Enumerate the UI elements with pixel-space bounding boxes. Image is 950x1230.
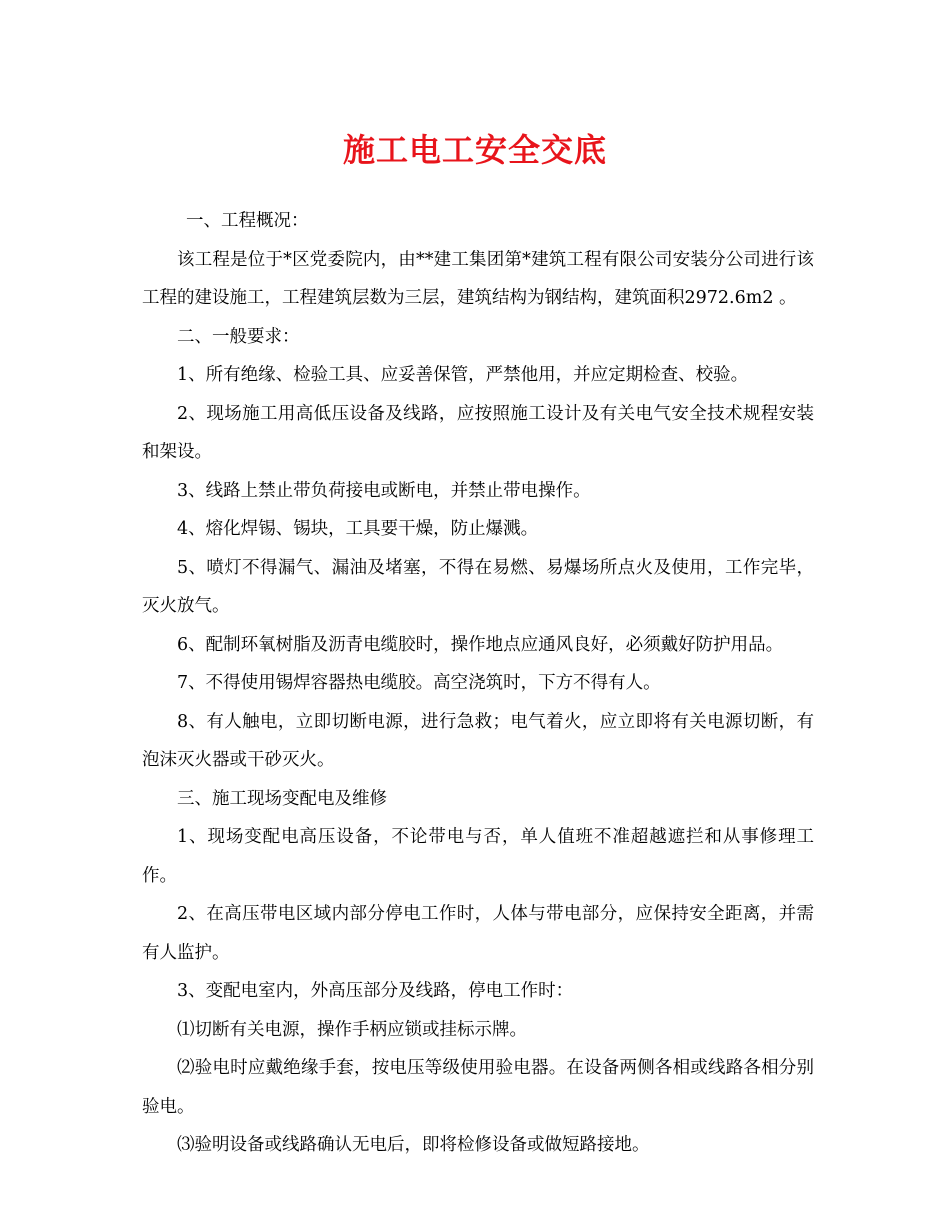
list-item-general-4: 4、熔化焊锡、锡块，工具要干燥，防止爆溅。 [177, 519, 539, 539]
section-heading-overview: 一、工程概况： [186, 211, 309, 231]
list-item-general-1: 1、所有绝缘、检验工具、应妥善保管，严禁他用，并应定期检查、校验。 [177, 365, 749, 385]
list-item-substation-3: 3、变配电室内，外高压部分及线路，停电工作时： [177, 981, 574, 1001]
section-heading-general: 二、一般要求： [177, 326, 300, 347]
section-heading-substation: 三、施工现场变配电及维修 [177, 788, 387, 809]
sub-item-2: ⑵验电时应戴绝缘手套，按电压等级使用验电器。在设备两侧各相或线路各相分别验电。 [142, 1058, 814, 1117]
list-item-general-5: 5、喷灯不得漏气、漏油及堵塞，不得在易燃、易爆场所点火及使用，工作完毕，灭火放气。 [142, 557, 814, 616]
list-item-general-7: 7、不得使用锡焊容器热电缆胶。高空浇筑时，下方不得有人。 [177, 673, 661, 693]
list-item-substation-2: 2、在高压带电区域内部分停电工作时，人体与带电部分，应保持安全距离，并需有人监护。 [142, 904, 814, 963]
list-item-general-2: 2、现场施工用高低压设备及线路，应按照施工设计及有关电气安全技术规程安装和架设。 [142, 403, 814, 462]
paragraph-overview: 该工程是位于*区党委院内，由**建工集团第*建筑工程有限公司安装分公司进行该工程的建设施工，工程建筑层数为三层，建筑结构为钢结构，建筑面积2972.6m2 。 [142, 249, 814, 308]
sub-item-1: ⑴切断有关电源，操作手柄应锁或挂标示牌。 [177, 1019, 527, 1040]
document-body [142, 202, 814, 1165]
sub-item-3: ⑶验明设备或线路确认无电后，即将检修设备或做短路接地。 [177, 1135, 650, 1155]
list-item-general-8: 8、有人触电，立即切断电源，进行急救；电气着火，应立即将有关电源切断，有泡沫灭火器或干砂灭火。 [142, 711, 814, 770]
document-title: 施工电工安全交底 [342, 131, 607, 169]
list-item-substation-1: 1、现场变配电高压设备，不论带电与否，单人值班不准超越遮拦和从事修理工作。 [142, 827, 814, 886]
list-item-general-6: 6、配制环氧树脂及沥青电缆胶时，操作地点应通风良好，必须戴好防护用品。 [177, 634, 784, 655]
list-item-general-3: 3、线路上禁止带负荷接电或断电，并禁止带电操作。 [177, 480, 591, 501]
